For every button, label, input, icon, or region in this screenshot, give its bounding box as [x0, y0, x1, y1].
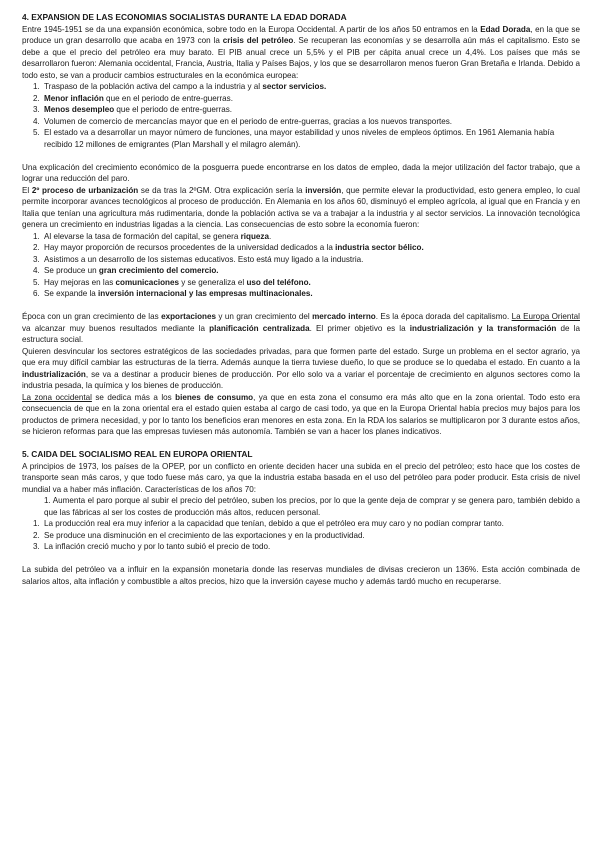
list-item: 5. El estado va a desarrollar un mayor número de funciones, una mayor estabilidad y unos niveles de empleos óptimos. En 1961 Alemania había recibido 12 millones de emigrantes (Plan Marshall y el milagro alemán). — [42, 127, 580, 150]
section-5-heading: 5. CAIDA DEL SOCIALISMO REAL EN EUROPA ORIENTAL — [22, 449, 253, 459]
urbanization-paragraph: El 2º proceso de urbanización se da tras la 2ºGM. Otra explicación sería la inversión, que permite elevar la productividad, esto genera empleo, lo cual permite incorporar avances tecnológicos al proceso de producción. En Alemania en los años 60, disminuyó el empleo agrícola, al igual que en Francia y en Italia que tenían una agricultura más rudimentaria, donde la población activa se va a trabajar a la industria y al sector servicios. La innovación tecnológica genera un crecimiento en industrias ligadas a la ciencia. Las consecuencias de esto sobre la economía fueron: — [22, 185, 580, 229]
western-zone-paragraph: La zona occidental se dedica más a los bienes de consumo, ya que en esta zona el consumo era más alto que en la zona oriental. Todo esto era consecuencia de que en la zona oriental era el estado quien estaba al cargo de casi todo, ya que en la Europa Oriental había precios muy bajos para los productos de primera necesidad, y por lo tanto los beneficios eran menores en esta zona. En la RDA los salarios se multiplicaron por 3 durante estos años, se hicieron reformas para que las empresas tuviesen más autonomía. También se van a hacer los planes indicativos. — [22, 392, 581, 436]
list-item: 2. Hay mayor proporción de recursos procedentes de la universidad dedicados a la industria sector bélico. — [42, 242, 580, 254]
section-4-intro: Entre 1945-1951 se da una expansión económica, sobre todo en la Europa Occidental. A partir de los años 50 entramos en la Edad Dorada, en la que se produce un gran desarrollo que acaba en 1973 con la crisis del petróleo. Se recuperan las economías y se desarrolla aún más el capitalismo. Esto se debe a que el precio del petróleo era muy barato. El PIB anual crece un 5,5% y el PIB per cápita anual crece un 4,4%. Los países que más se desarrollaron fueron: Alemania occidental, Francia, Austria, Italia y Países Bajos, y los que se desarrollaron menos fueron Gran Bretaña e Irlanda. Debido a todo esto, se van a producir cambios estructurales en la económica europea: — [22, 24, 580, 80]
section-4-heading: 4. EXPANSION DE LAS ECONOMIAS SOCIALISTAS DURANTE LA EDAD DORADA — [22, 12, 347, 22]
seventies-list — [22, 518, 580, 553]
unemployment-item: 1. Aumenta el paro porque al subir el precio del petróleo, suben los precios, por lo que la gente deja de comprar y se genera paro, también debido a que las fábricas al ser los costes de producción más altos, reducen personal. — [44, 496, 580, 517]
strategic-sectors-paragraph: Quieren desvincular los sectores estratégicos de las sociedades privadas, para que formen parte del estado. Surge un problema en el sector agrario, ya que era muy difícil cambiar las estructuras de la tierra. Además aunque la tierra tuviese dueño, lo que se produce se lo quedaba el estado. En cuanto a la industrialización, se va a destinar a producir bienes de producción. Por ello solo va a variar el porcentaje de crecimiento en algunos sectores como la industria pesada, la química y los bienes de producción. — [22, 346, 580, 390]
list-item: 1. La producción real era muy inferior a la capacidad que tenían, debido a que el petróleo era muy caro y no podían comprar tanto. — [42, 518, 580, 530]
employment-paragraph: Una explicación del crecimiento económico de la posguerra puede encontrarse en los datos de empleo, dada la mejor utilización del factor trabajo, que a lograr una reducción del paro. — [22, 162, 580, 183]
list-item: 3. La inflación creció mucho y por lo tanto subió el precio de todo. — [42, 541, 580, 553]
document-body — [22, 12, 580, 587]
monetary-expansion-paragraph: La subida del petróleo va a influir en la expansión monetaria donde las reservas mundiales de divisas crecieron un 136%. Esta acción combinada de salarios altos, alta inflación y combustible a altos precios, hizo que la inversión cayese mucho y además tardó mucho en recuperarse. — [22, 565, 580, 586]
list-item: 3. Asistimos a un desarrollo de los sistemas educativos. Esto está muy ligado a la industria. — [42, 254, 580, 266]
list-item: 2. Se produce una disminución en el crecimiento de las exportaciones y en la productividad. — [42, 530, 580, 542]
list-item: 2. Menor inflación que en el periodo de entre-guerras. — [42, 93, 580, 105]
list-item: 6. Se expande la inversión internacional y las empresas multinacionales. — [42, 288, 580, 300]
list-item: 3. Menos desempleo que el periodo de entre-guerras. — [42, 104, 580, 116]
list-item: 4. Volumen de comercio de mercancías mayor que en el periodo de entre-guerras, gracias a los nuevos transportes. — [42, 116, 580, 128]
list-item: 4. Se produce un gran crecimiento del comercio. — [42, 265, 580, 277]
list-item: 1. Traspaso de la población activa del campo a la industria y al sector servicios. — [42, 81, 580, 93]
consequences-list — [22, 231, 580, 300]
opec-paragraph: A principios de 1973, los países de la OPEP, por un conflicto en oriente deciden hacer una subida en el precio del petróleo; esto hace que los costes de transporte sean más caros, y que todo fuese más caro, ya que la industria estaba basada en el uso del petróleo para poder producir. Esta crisis de nivel mundial va a haber más inflación. Características de los años 70: — [22, 461, 580, 494]
list-item: 1. Al elevarse la tasa de formación del capital, se genera riqueza. — [42, 231, 580, 243]
list-item: 5. Hay mejoras en las comunicaciones y se generaliza el uso del teléfono. — [42, 277, 580, 289]
exports-paragraph: Época con un gran crecimiento de las exportaciones y un gran crecimiento del mercado interno. Es la época dorada del capitalismo. La Europa Oriental va alcanzar muy buenos resultados mediante la planificación centralizada. El primer objetivo es la industrialización y la transformación de la estructura social. — [22, 312, 580, 344]
structural-changes-list — [22, 81, 580, 150]
